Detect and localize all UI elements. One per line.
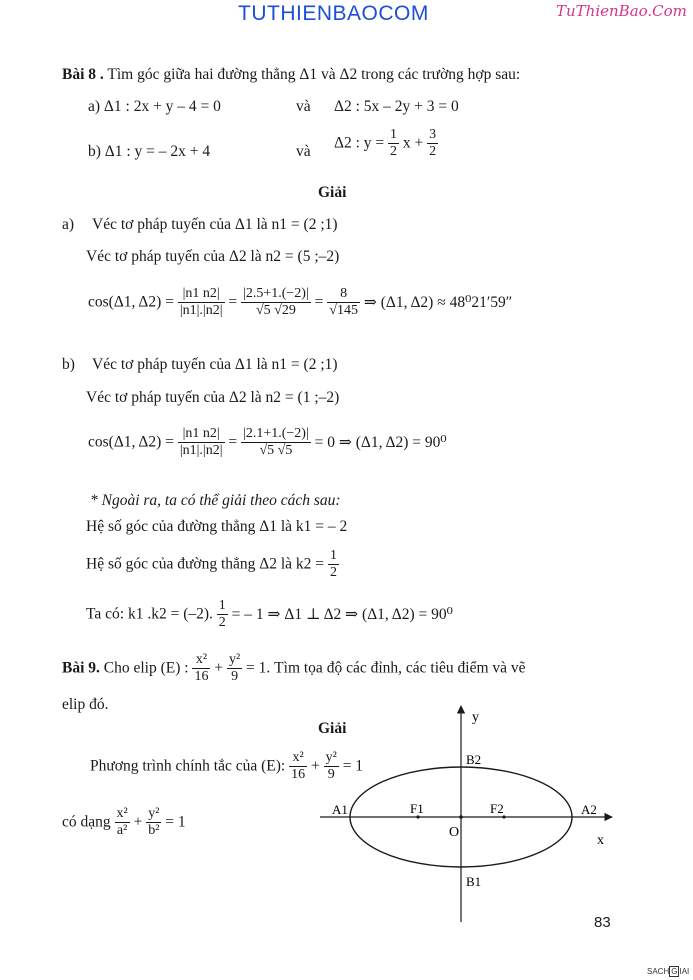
bai8-a-d2: Δ2 : 5x – 2y + 3 = 0 [334, 98, 459, 115]
frac-den: |n1|.|n2| [179, 443, 223, 459]
frac-num: x² [115, 806, 130, 823]
frac-x2-a2 [115, 806, 130, 839]
bai9-title: Bài 9. [62, 659, 100, 677]
cos-frac-1 [178, 286, 225, 319]
frac-num: x² [192, 652, 210, 669]
bai8-heading [62, 66, 520, 84]
frac-num: 1 [388, 127, 399, 144]
brand-left: SACH [647, 967, 670, 976]
bai8-note: * Ngoài ra, ta có thể giải theo cách sau: [90, 492, 341, 509]
bai8-b-d2 [334, 127, 438, 160]
frac-den: 9 [327, 767, 335, 783]
cos-lhs: cos(Δ1, Δ2) = [88, 433, 174, 451]
frac-one-half [388, 127, 399, 160]
ellipse-graph [320, 700, 620, 930]
x-axis-label: x [597, 833, 604, 848]
frac-num: |2.5+1.(−2)| [241, 286, 311, 303]
frac-num: 3 [427, 127, 438, 144]
taco-result: = – 1 ⇒ Δ1 ⊥ Δ2 ⇒ (Δ1, Δ2) = 90⁰ [231, 606, 453, 624]
bai8-b-line2: Véc tơ pháp tuyến của Δ2 là n2 = (1 ;–2) [86, 389, 340, 406]
bai8-b-va: và [296, 143, 311, 160]
origin-label: O [449, 825, 460, 840]
frac-one-half [217, 598, 228, 631]
focus-f2-label: F2 [490, 801, 504, 816]
bai8-prompt: Tìm góc giữa hai đường thẳng Δ1 và Δ2 trong các trường hợp sau: [107, 66, 521, 83]
ptct-text: Phương trình chính tắc của (E): [90, 757, 286, 775]
bai8-giai: Giải [318, 184, 347, 201]
frac-num: |n1 n2| [178, 426, 225, 443]
bai9-heading: Bài 9. Cho elip (E) : $\frac{\text{x²}}{16}$ + $\frac{\text{y²}}{9}$ = 1. Tìm tọa độ các đỉnh, các tiêu điểm và vẽ [62, 652, 526, 685]
frac-x2-16 [289, 750, 307, 783]
frac-den: 16 [291, 767, 306, 783]
site-title: TUTHIENBAOCOM [238, 2, 429, 25]
brand-box: G [671, 967, 678, 976]
bai9-prompt-b: Tìm tọa độ các đỉnh, các tiêu điểm và vẽ [274, 659, 526, 677]
bai8-title: Bài 8 . [62, 66, 104, 83]
frac-x2-16 [192, 652, 210, 685]
bai9-giai: Giải [318, 720, 347, 737]
brand-right: IAI [679, 967, 690, 976]
frac-num: 1 [328, 548, 339, 565]
frac-den: 2 [218, 615, 226, 631]
ptct-eq-one: = 1 [342, 757, 364, 775]
bai8-k1: Hệ số góc của đường thẳng Δ1 là k1 = – 2 [86, 518, 348, 535]
bai8-b-cos: cos(Δ1, Δ2) = $\frac{|n1 n2|}{|n1|.|n2|}$ = $\frac{|2.1+1.(-2)|}{√5 √5}$ = 0 ⇒ (Δ1, Δ2) = 90⁰ [88, 426, 447, 459]
frac-den: 2 [390, 144, 398, 160]
cos-frac-2 [241, 426, 311, 459]
taco-text: Ta có: k1 .k2 = (–2). [86, 605, 213, 623]
bai8-b-line1: Véc tơ pháp tuyến của Δ1 là n1 = (2 ;1) [92, 356, 338, 373]
vertex-b2-label: B2 [466, 752, 482, 767]
bai8-b-d2-lhs: Δ2 : y = [334, 134, 385, 152]
site-logo: TuThienBao.Com [556, 2, 687, 20]
frac-num: 1 [217, 598, 228, 615]
frac-den: 2 [429, 144, 437, 160]
bai8-a-label: a) [62, 216, 75, 233]
cos-lhs: cos(Δ1, Δ2) = [88, 293, 174, 311]
frac-den: 16 [194, 669, 209, 685]
vertex-a2-label: A2 [581, 802, 597, 817]
bai8-a-va: và [296, 98, 311, 115]
bai9-prompt-a: Cho elip (E) : [103, 659, 189, 677]
bai8-b-plus: x + [402, 134, 424, 152]
bai9-codang: có dạng $\frac{\text{x²}}{\text{a²}}$ + $\frac{\text{y²}}{\text{b²}}$ = 1 [62, 806, 186, 839]
frac-den: 9 [231, 669, 239, 685]
bai9-ptct: Phương trình chính tắc của (E): $\frac{\text{x²}}{16}$ + $\frac{\text{y²}}{9}$ = 1 [90, 750, 364, 783]
bai8-a-d1: a) Δ1 : 2x + y – 4 = 0 [88, 98, 221, 115]
frac-den: √145 [329, 303, 358, 319]
frac-den: √5 √5 [259, 443, 293, 459]
frac-one-half [328, 548, 339, 581]
bai8-taco [86, 598, 453, 631]
codang-text: có dạng [62, 813, 111, 831]
origin-point [459, 815, 463, 819]
cos-result: = 0 ⇒ (Δ1, Δ2) = 90⁰ [314, 434, 447, 452]
frac-num: x² [289, 750, 307, 767]
frac-three-half [427, 127, 438, 160]
y-axis-label: y [472, 710, 479, 725]
bai8-k2 [86, 548, 339, 581]
frac-den: √5 √29 [255, 303, 296, 319]
bai8-a-line1: Véc tơ pháp tuyến của Δ1 là n1 = (2 ;1) [92, 216, 338, 233]
bai9-prompt-c: elip đó. [62, 696, 109, 713]
cos-frac-2 [241, 286, 311, 319]
frac-den: 2 [329, 565, 337, 581]
k2-text: Hệ số góc của đường thẳng Δ2 là k2 = [86, 555, 325, 573]
cos-frac-3 [327, 286, 360, 319]
vertex-a1-label: A1 [332, 802, 348, 817]
bai8-a-line2: Véc tơ pháp tuyến của Δ2 là n2 = (5 ;–2) [86, 248, 340, 265]
frac-num: y² [227, 652, 242, 669]
vertex-b1-label: B1 [466, 874, 482, 889]
focus-f1-label: F1 [410, 801, 424, 816]
bai8-b-label: b) [62, 356, 75, 373]
frac-num: |n1 n2| [178, 286, 225, 303]
frac-y2-b2 [146, 806, 161, 839]
bai9-eq-one: = 1. [246, 659, 271, 677]
bai8-b-d1: b) Δ1 : y = – 2x + 4 [88, 143, 211, 160]
frac-num: |2.1+1.(−2)| [241, 426, 311, 443]
frac-den: a² [116, 823, 128, 839]
frac-den: b² [148, 823, 160, 839]
frac-y2-9 [227, 652, 242, 685]
cos-result: ⇒ (Δ1, Δ2) ≈ 48⁰21′59″ [363, 294, 513, 312]
frac-num: 8 [327, 286, 360, 303]
frac-num: y² [146, 806, 161, 823]
frac-num: y² [324, 750, 339, 767]
frac-den: |n1|.|n2| [179, 303, 223, 319]
cos-frac-1 [178, 426, 225, 459]
page-number: 83 [594, 914, 611, 931]
brand-mark [647, 966, 689, 977]
bai8-a-cos: cos(Δ1, Δ2) = $\frac{|n1 n2|}{|n1|.|n2|}$ = $\frac{|2.5+1.(-2)|}{√5 √29}$ = $\frac{8}{√145}$ ⇒ (Δ1, Δ2) ≈ 48⁰21′59″ [88, 286, 513, 319]
codang-eq-one: = 1 [165, 813, 186, 831]
